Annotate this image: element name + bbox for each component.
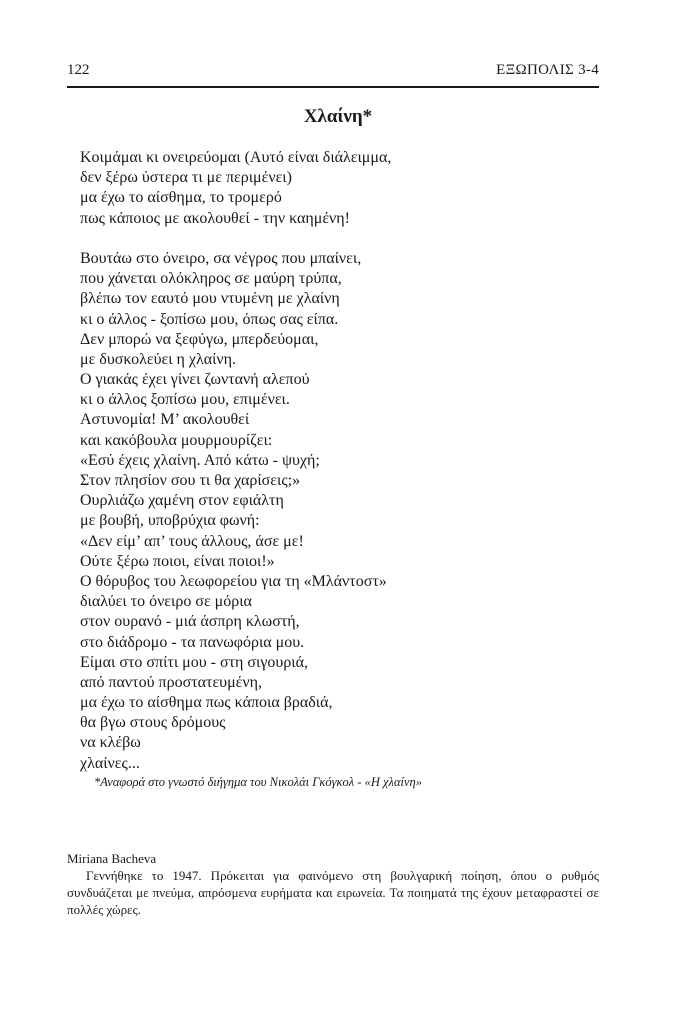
poem-line: με δυσκολεύει η χλαίνη. bbox=[80, 350, 237, 368]
poem-line: μα έχω το αίσθημα, το τρομερό bbox=[80, 189, 282, 207]
footnote: *Αναφορά στο γνωστό διήγημα του Νικολάι Γκόγκολ - «Η χλαίνη» bbox=[94, 775, 422, 789]
poem-line: «Εσύ έχεις χλαίνη. Από κάτω - ψυχή; bbox=[80, 451, 320, 469]
poem-line: πως κάποιος με ακολουθεί - την καημένη! bbox=[80, 209, 350, 227]
journal-title: ΕΞΩΠΟΛΙΣ 3-4 bbox=[496, 62, 599, 78]
poem-line: από παντού προστατευμένη, bbox=[80, 673, 262, 691]
poem-line: Στον πλησίον σου τι θα χαρίσεις;» bbox=[80, 472, 301, 489]
author-bio-text: Γεννήθηκε το 1947. Πρόκειται για φαινόμενο στη βουλγαρική ποίηση, όπου ο ρυθμός συνδυάζεται με πνεύμα, απρόσμενα ευρήματα και ειρωνεία. Τα ποιηματά της έχουν μεταφραστεί σε πολλές χώρες. bbox=[67, 868, 599, 917]
page-number: 122 bbox=[67, 62, 90, 78]
stanza-2 bbox=[80, 249, 600, 774]
poem-line: να κλέβω bbox=[80, 734, 141, 752]
poem-line: με βουβή, υποβρύχια φωνή: bbox=[80, 512, 260, 530]
poem-line: Είμαι στο σπίτι μου - στη σιγουριά, bbox=[80, 653, 308, 671]
stanza-1 bbox=[80, 148, 600, 229]
author-name: Miriana Bacheva bbox=[67, 851, 157, 866]
poem-line: και κακόβουλα μουρμουρίζει: bbox=[80, 431, 273, 449]
poem-line: Ουρλιάζω χαμένη στον εφιάλτη bbox=[80, 492, 284, 510]
poem-line: μα έχω το αίσθημα πως κάποια βραδιά, bbox=[80, 694, 333, 712]
poem-line: «Δεν είμ’ απ’ τους άλλους, άσε με! bbox=[80, 532, 304, 550]
poem-line: Βουτάω στο όνειρο, σα νέγρος που μπαίνει, bbox=[80, 249, 362, 267]
poem-line: κι ο άλλος - ξοπίσω μου, όπως σας είπα. bbox=[80, 310, 339, 328]
poem-line: χλαίνες... bbox=[80, 754, 140, 772]
stanza-gap bbox=[80, 229, 600, 249]
poem-title: Χλαίνη* bbox=[303, 106, 373, 127]
page-header bbox=[67, 62, 599, 84]
poem-line: βλέπω τον εαυτό μου ντυμένη με χλαίνη bbox=[80, 290, 340, 308]
poem-body bbox=[80, 148, 600, 774]
poem-line: Ο θόρυβος του λεωφορείου για τη «Μλάντοστ» bbox=[80, 572, 387, 590]
poem-line: Δεν μπορώ να ξεφύγω, μπερδεύομαι, bbox=[80, 330, 319, 348]
poem-line: Ο γιακάς έχει γίνει ζωντανή αλεπού bbox=[80, 371, 310, 389]
header-rule bbox=[67, 86, 599, 88]
poem-line: δεν ξέρω ύστερα τι με περιμένει) bbox=[80, 169, 292, 187]
author-bio bbox=[67, 850, 599, 918]
poem-line: Αστυνομία! Μ’ ακολουθεί bbox=[80, 411, 250, 429]
poem-line: Ούτε ξέρω ποιοι, είναι ποιοι!» bbox=[80, 552, 275, 570]
poem-line: Κοιμάμαι κι ονειρεύομαι (Αυτό είναι διάλειμμα, bbox=[80, 149, 392, 166]
poem-line: στον ουρανό - μιά άσπρη κλωστή, bbox=[80, 613, 300, 631]
poem-line: που χάνεται ολόκληρος σε μαύρη τρύπα, bbox=[80, 270, 342, 288]
poem-line: στο διάδρομο - τα πανωφόρια μου. bbox=[80, 633, 305, 651]
poem-line: θα βγω στους δρόμους bbox=[80, 714, 226, 732]
poem-line: κι ο άλλος ξοπίσω μου, επιμένει. bbox=[80, 391, 290, 409]
poem-line: διαλύει το όνειρο σε μόρια bbox=[80, 593, 252, 611]
